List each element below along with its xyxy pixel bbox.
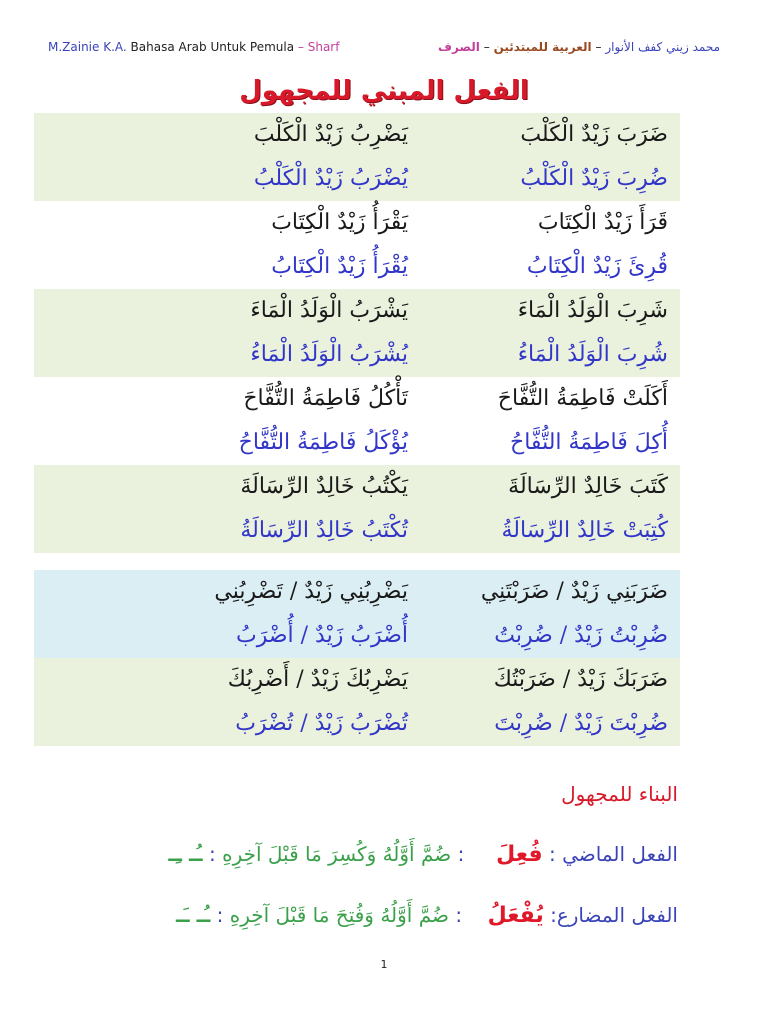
book-title: Bahasa Arab Untuk Pemula: [130, 40, 295, 54]
madi-cell: قَرَأَ زَيْدٌ الْكِتَابَ: [537, 210, 668, 235]
mudari-cell: تُكْتَبُ خَالِدٌ الرِّسَالَةُ: [240, 518, 408, 543]
table-row: [34, 333, 680, 377]
header-left: [48, 40, 339, 54]
header-dash-arabic-1: –: [595, 40, 602, 54]
header-dash: –: [297, 40, 304, 54]
rule-label: الفعل المضارع: [556, 903, 678, 927]
mudari-cell: يُشْرَبُ الْوَلَدُ الْمَاءُ: [250, 342, 408, 367]
rule-harakat: ـُـ ـِـ: [168, 842, 203, 866]
table-row: [34, 157, 680, 201]
rule-label: الفعل الماضي: [562, 842, 678, 866]
examples-table-1: [34, 113, 680, 553]
madi-cell: ضُرِبَ زَيْدٌ الْكَلْبُ: [520, 166, 668, 191]
page-number: 1: [380, 958, 388, 971]
table-row: [34, 658, 680, 702]
header-dash-arabic-2: –: [483, 40, 490, 54]
mudari-cell: يُؤْكَلُ فَاطِمَةُ التُّفَّاحُ: [238, 430, 408, 455]
madi-cell: ضُرِبْتَ زَيْدٌ / ضُرِبْتَ: [494, 711, 668, 736]
rule-colon: :: [457, 842, 465, 866]
rule-pattern: يُفْعَلُ: [487, 903, 544, 928]
mudari-cell: يَكْتُبُ خَالِدٌ الرِّسَالَةَ: [240, 474, 408, 499]
madi-cell: شُرِبَ الْوَلَدُ الْمَاءُ: [517, 342, 668, 367]
page-title: الفعل المبني للمجهول: [239, 76, 529, 106]
mudari-cell: أُضْرَبُ زَيْدٌ / أُضْرَبُ: [236, 623, 408, 648]
madi-cell: ضَرَبَ زَيْدٌ الْكَلْبَ: [520, 122, 668, 147]
mudari-cell: يُقْرَأُ زَيْدٌ الْكِتَابُ: [271, 254, 408, 279]
table-row: [34, 113, 680, 157]
author-name-arabic: محمد زيني كفف الأنوار: [605, 40, 720, 54]
madi-cell: ضَرَبَنِي زَيْدٌ / ضَرَبْتَنِي: [480, 579, 668, 604]
table-row: [34, 421, 680, 465]
madi-cell: ضُرِبْتُ زَيْدٌ / ضُرِبْتُ: [494, 623, 668, 648]
rule-harakat: ـُـ ـَـ: [175, 903, 211, 927]
table-row: [34, 377, 680, 421]
rule-colon: :: [209, 842, 216, 866]
page-header: [48, 40, 720, 60]
madi-cell: أُكِلَ فَاطِمَةُ التُّفَّاحُ: [510, 430, 668, 455]
mudari-cell: يَضْرِبُ زَيْدٌ الْكَلْبَ: [253, 122, 408, 147]
rule-colon: :: [455, 903, 463, 927]
mudari-cell: يَضْرِبُكَ زَيْدٌ / أَضْرِبُكَ: [227, 667, 408, 692]
header-topic: Sharf: [307, 40, 340, 54]
examples-table-2: [34, 570, 680, 746]
header-topic-arabic: الصرف: [438, 40, 480, 54]
mudari-cell: يَقْرَأُ زَيْدٌ الْكِتَابَ: [271, 210, 408, 235]
madi-cell: كُتِبَتْ خَالِدٌ الرِّسَالَةُ: [501, 518, 668, 543]
rule-description: ضُمَّ أَوَّلُهُ وَكُسِرَ مَا قَبْلَ آخِرِهِ: [222, 842, 452, 866]
table-row: [34, 702, 680, 746]
madi-cell: كَتَبَ خَالِدٌ الرِّسَالَةَ: [508, 474, 668, 499]
mudari-cell: يَضْرِبُنِي زَيْدٌ / تَضْرِبُنِي: [214, 579, 408, 604]
mudari-cell: يُضْرَبُ زَيْدٌ الْكَلْبُ: [253, 166, 408, 191]
rule-pattern: فُعِلَ: [496, 842, 543, 867]
madi-cell: قُرِئَ زَيْدٌ الْكِتَابُ: [526, 254, 668, 279]
table-row: [34, 245, 680, 289]
table-row: [34, 201, 680, 245]
section-title: البناء للمجهول: [561, 782, 678, 806]
rule-madi: [168, 842, 678, 867]
book-title-arabic: العربية للمبتدئين: [493, 40, 592, 54]
table-row: [34, 465, 680, 509]
mudari-cell: تُضْرَبُ زَيْدٌ / تُضْرَبُ: [235, 711, 408, 736]
header-right: [438, 40, 720, 54]
table-row: [34, 509, 680, 553]
madi-cell: أَكَلَتْ فَاطِمَةُ التُّفَّاحَ: [497, 386, 668, 411]
mudari-cell: يَشْرَبُ الْوَلَدُ الْمَاءَ: [250, 298, 408, 323]
madi-cell: ضَرَبَكَ زَيْدٌ / ضَرَبْتُكَ: [493, 667, 668, 692]
rule-colon: :: [549, 842, 556, 866]
table-row: [34, 614, 680, 658]
madi-cell: شَرِبَ الْوَلَدُ الْمَاءَ: [517, 298, 668, 323]
table-row: [34, 289, 680, 333]
author-name: M.Zainie K.A.: [48, 40, 127, 54]
rule-description: ضُمَّ أَوَّلُهُ وَفُتِحَ مَا قَبْلَ آخِرِهِ: [229, 903, 450, 927]
rule-colon: :: [550, 903, 557, 927]
rule-mudari: [176, 903, 678, 928]
table-row: [34, 570, 680, 614]
rule-colon: :: [216, 903, 224, 927]
mudari-cell: تَأْكُلُ فَاطِمَةُ التُّفَّاحَ: [243, 386, 408, 411]
